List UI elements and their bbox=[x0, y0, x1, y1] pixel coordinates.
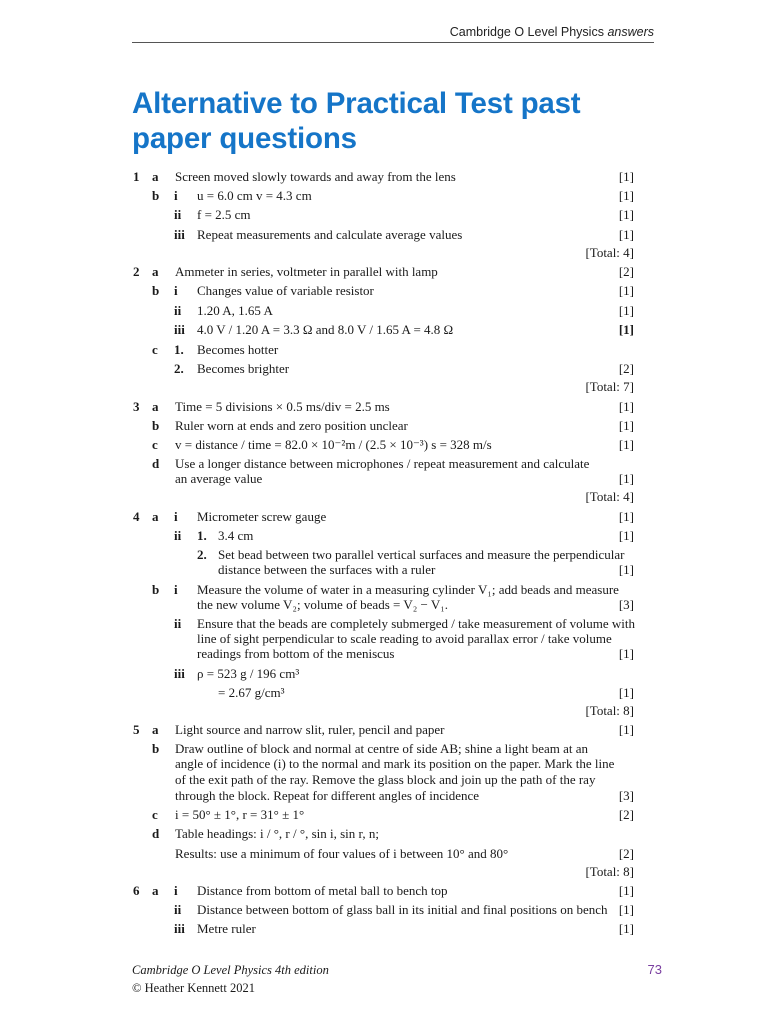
subpart-label: i bbox=[174, 509, 178, 524]
subpart-label: iii bbox=[174, 666, 185, 681]
q1-total: [Total: 4] bbox=[585, 245, 634, 260]
question-number: 5 bbox=[133, 722, 140, 737]
answer-text-line: Table headings: i / °, r / °, sin i, sin r, n; bbox=[175, 826, 379, 841]
answer-text-line: Results: use a minimum of four values of i between 10° and 80° bbox=[175, 846, 509, 861]
answer-text: Changes value of variable resistor bbox=[197, 283, 374, 298]
mark: [1] bbox=[618, 303, 634, 318]
subpart-label: iii bbox=[174, 921, 185, 936]
answer-text-line: Measure the volume of water in a measuring cylinder V₁; add beads and measure bbox=[197, 582, 619, 597]
part-label: b bbox=[152, 283, 160, 298]
mark: [1] bbox=[618, 509, 634, 524]
question-number: 4 bbox=[133, 509, 140, 524]
answer-text-line: Ensure that the beads are completely submerged / take measurement of volume with bbox=[197, 616, 636, 631]
mark: [1] bbox=[618, 188, 634, 203]
answer-text-line: Draw outline of block and normal at centre of side AB; shine a light beam at an bbox=[175, 741, 588, 756]
subpart-label: iii bbox=[174, 322, 185, 337]
answer-text: Screen moved slowly towards and away from the lens bbox=[175, 169, 456, 184]
mark: [1] bbox=[618, 418, 634, 433]
question-number: 2 bbox=[133, 264, 140, 279]
part-label: b bbox=[152, 418, 160, 433]
mark: [1] bbox=[618, 322, 634, 337]
mark: [2] bbox=[618, 264, 634, 279]
header-suffix: answers bbox=[607, 25, 654, 39]
part-label: d bbox=[152, 826, 160, 841]
part-label: a bbox=[152, 722, 159, 737]
mark: [1] bbox=[618, 207, 634, 222]
subpart-label: ii bbox=[174, 528, 182, 543]
q4-total: [Total: 8] bbox=[585, 703, 634, 718]
subpart-label: i bbox=[174, 188, 178, 203]
page-number: 73 bbox=[647, 962, 662, 977]
answer-text-line: ρ = 523 g / 196 cm³ bbox=[197, 666, 300, 681]
part-label: a bbox=[152, 509, 159, 524]
answer-text: Light source and narrow slit, ruler, pencil and paper bbox=[175, 722, 445, 737]
subpart-label: ii bbox=[174, 902, 182, 917]
answer-text-line: = 2.67 g/cm³ bbox=[218, 685, 285, 700]
answer-text: Distance from bottom of metal ball to bench top bbox=[197, 883, 448, 898]
answer-text: f = 2.5 cm bbox=[197, 207, 251, 222]
mark: [2] bbox=[618, 807, 634, 822]
part-label: a bbox=[152, 399, 159, 414]
answer-text: Metre ruler bbox=[197, 921, 256, 936]
mark: [1] bbox=[618, 902, 634, 917]
part-label: d bbox=[152, 456, 160, 471]
mark: [1] bbox=[618, 722, 634, 737]
header-book-title: Cambridge O Level Physics bbox=[449, 25, 604, 39]
answer-text-line: an average value bbox=[175, 471, 263, 486]
answer-text: Micrometer screw gauge bbox=[197, 509, 327, 524]
answer-text: v = distance / time = 82.0 × 10⁻²m / (2.5 × 10⁻³) s = 328 m/s bbox=[175, 437, 492, 452]
answer-text: u = 6.0 cm v = 4.3 cm bbox=[197, 188, 312, 203]
mark: [1] bbox=[618, 227, 634, 242]
mark: [1] bbox=[618, 685, 634, 700]
answer-text-line: of the exit path of the ray. Remove the glass block and join up the path of the ray bbox=[175, 772, 596, 787]
part-label: a bbox=[152, 264, 159, 279]
mark: [1] bbox=[618, 471, 634, 486]
answer-text-line: Set bead between two parallel vertical surfaces and measure the perpendicular bbox=[218, 547, 625, 562]
answer-text-line: distance between the surfaces with a ruler bbox=[218, 562, 436, 577]
q5-total: [Total: 8] bbox=[585, 864, 634, 879]
subpart-label: ii bbox=[174, 616, 182, 631]
subpart-label: i bbox=[174, 883, 178, 898]
running-header bbox=[450, 25, 654, 39]
part-label: a bbox=[152, 883, 159, 898]
q3-total: [Total: 4] bbox=[585, 489, 634, 504]
question-number: 1 bbox=[133, 169, 140, 184]
answer-text: 4.0 V / 1.20 A = 3.3 Ω and 8.0 V / 1.65 A = 4.8 Ω bbox=[197, 322, 454, 337]
q2-total: [Total: 7] bbox=[585, 379, 634, 394]
part-label: a bbox=[152, 169, 159, 184]
footer-book-title: Cambridge O Level Physics 4th edition bbox=[132, 963, 329, 977]
answer-text-line: angle of incidence (i) to the normal and mark its position on the paper. Mark the line bbox=[175, 756, 615, 771]
mark: [1] bbox=[618, 921, 634, 936]
subpart-label: 2. bbox=[174, 361, 184, 376]
mark: [1] bbox=[618, 399, 634, 414]
mark: [3] bbox=[618, 597, 634, 612]
part-label: b bbox=[152, 741, 160, 756]
subpart-label: ii bbox=[174, 303, 182, 318]
answer-text-line: Use a longer distance between microphones / repeat measurement and calculate bbox=[175, 456, 590, 471]
answer-text-line: the new volume V₂; volume of beads = V₂ − V₁. bbox=[197, 597, 449, 612]
answer-text-line: through the block. Repeat for different angles of incidence bbox=[175, 788, 480, 803]
answer-text: 3.4 cm bbox=[218, 528, 254, 543]
question-number: 3 bbox=[133, 399, 140, 414]
item-label: 2. bbox=[197, 547, 207, 562]
footer-copyright: © Heather Kennett 2021 bbox=[132, 981, 255, 995]
mark: [1] bbox=[618, 283, 634, 298]
answer-text: i = 50° ± 1°, r = 31° ± 1° bbox=[175, 807, 305, 822]
mark: [1] bbox=[618, 528, 634, 543]
part-label: c bbox=[152, 342, 158, 357]
answer-text-line: line of sight perpendicular to scale reading to avoid parallax error / take volume bbox=[197, 631, 612, 646]
page-title: Alternative to Practical Test past paper questions bbox=[132, 87, 581, 155]
answer-text-line: readings from bottom of the meniscus bbox=[197, 646, 395, 661]
mark: [1] bbox=[618, 437, 634, 452]
part-label: c bbox=[152, 437, 158, 452]
mark: [1] bbox=[618, 562, 634, 577]
subpart-label: iii bbox=[174, 227, 185, 242]
mark: [2] bbox=[618, 361, 634, 376]
subpart-label: 1. bbox=[174, 342, 184, 357]
answer-text: Distance between bottom of glass ball in its initial and final positions on bench bbox=[197, 902, 608, 917]
answer-text: Ruler worn at ends and zero position unclear bbox=[175, 418, 408, 433]
answer-text: 1.20 A, 1.65 A bbox=[197, 303, 273, 318]
question-number: 6 bbox=[133, 883, 140, 898]
mark: [3] bbox=[618, 788, 634, 803]
subpart-label: i bbox=[174, 582, 178, 597]
header-divider bbox=[132, 42, 654, 43]
answer-text: Ammeter in series, voltmeter in parallel with lamp bbox=[175, 264, 438, 279]
mark: [1] bbox=[618, 169, 634, 184]
subpart-label: i bbox=[174, 283, 178, 298]
answer-text: Repeat measurements and calculate average values bbox=[197, 227, 463, 242]
part-label: b bbox=[152, 188, 160, 203]
part-label: c bbox=[152, 807, 158, 822]
answer-text: Becomes brighter bbox=[197, 361, 290, 376]
answer-text: Becomes hotter bbox=[197, 342, 279, 357]
mark: [2] bbox=[618, 846, 634, 861]
item-label: 1. bbox=[197, 528, 207, 543]
part-label: b bbox=[152, 582, 160, 597]
answer-text: Time = 5 divisions × 0.5 ms/div = 2.5 ms bbox=[175, 399, 390, 414]
mark: [1] bbox=[618, 646, 634, 661]
mark: [1] bbox=[618, 883, 634, 898]
subpart-label: ii bbox=[174, 207, 182, 222]
